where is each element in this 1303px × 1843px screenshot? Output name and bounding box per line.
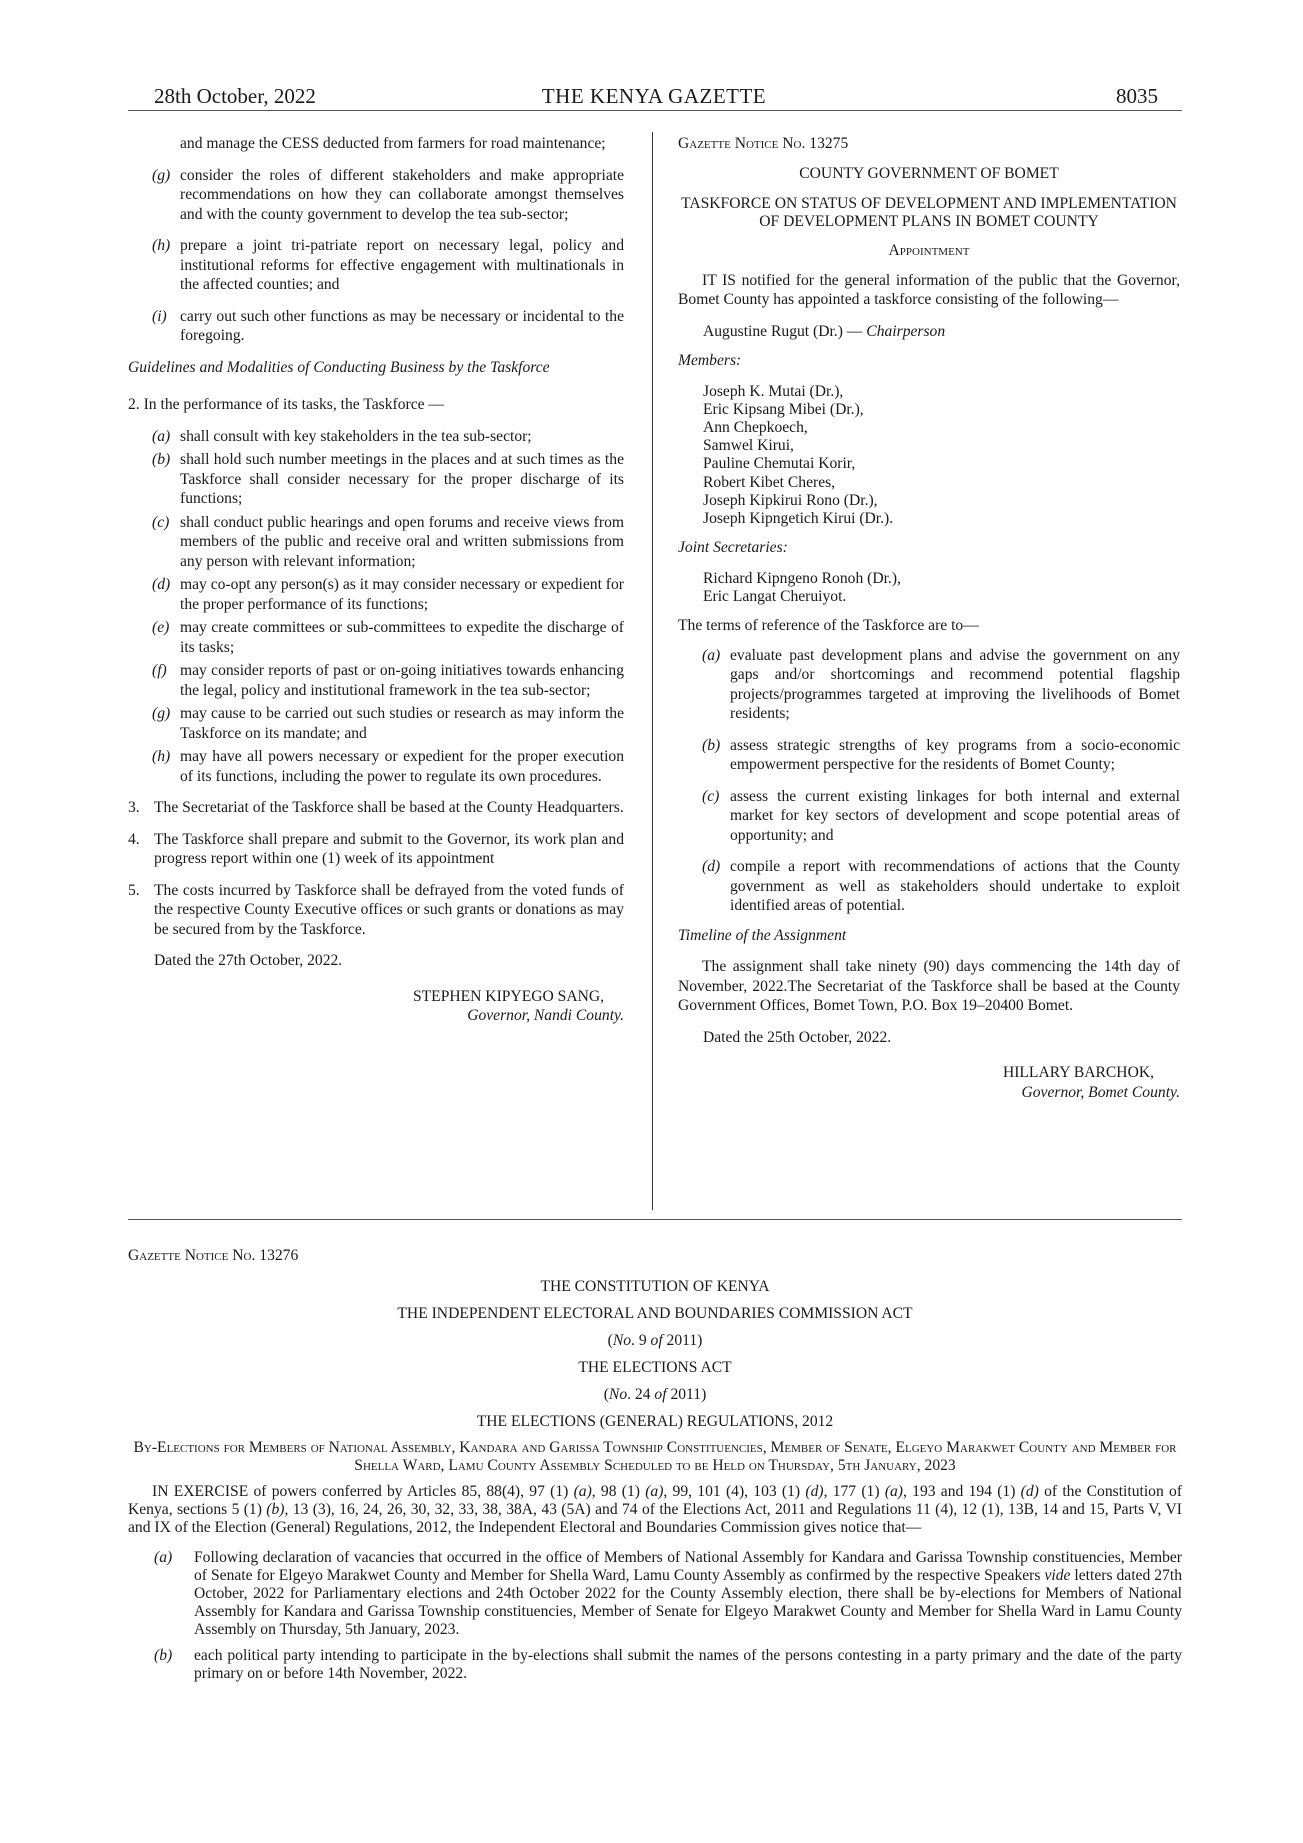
act-no-abbr: No xyxy=(608,1386,628,1403)
numbered-paragraph xyxy=(128,830,624,869)
intro-text: , 177 (1) xyxy=(823,1483,885,1500)
intro-text: , 13 (3), 16, 24, 26, 30, 32, 33, 38, 38A, 43 (5A) and 74 of the Elections Act, 2011 and Regulations 11 (4), 12 (1), 13B, 14 and 15, Parts V, VI and IX of the Election (General) Regulations, 2012, the Independent Electoral and Boundaries Commission gives notice that— xyxy=(128,1501,1182,1536)
secretaries-list xyxy=(678,570,1180,606)
item-text: carry out such other functions as may be necessary or incidental to the foregoing. xyxy=(180,307,624,344)
item-text: may create committees or sub-committees to expedite the discharge of its tasks; xyxy=(180,619,624,656)
act-no-year: 2011 xyxy=(666,1386,702,1403)
item-label: (a) xyxy=(702,646,721,664)
intro-text: of the Constitution of Kenya, sections 5 (1) xyxy=(128,1483,1183,1518)
item-text: compile a report with recommendations of actions that the County government as well as stakeholders should undertake to exploit identified areas of potential. xyxy=(730,858,1180,915)
item-label: (d) xyxy=(152,576,171,593)
notice-intro xyxy=(128,1483,1182,1537)
intro-paragraph: IT IS notified for the general information of the public that the Governor, Bomet County has appointed a taskforce consisting of the following— xyxy=(678,271,1180,308)
intro-ref: (d) xyxy=(805,1483,824,1500)
item-label: (g) xyxy=(152,166,171,184)
heading-iebc-act: THE INDEPENDENT ELECTORAL AND BOUNDARIES COMMISSION ACT xyxy=(397,1305,913,1322)
heading-elections-act-number: (No. 24 of 2011) xyxy=(603,1386,707,1403)
heading-appointment: Appointment xyxy=(888,242,970,259)
signatory-name: STEPHEN KIPYEGO SANG, xyxy=(412,987,604,1005)
item-label: (h) xyxy=(152,237,171,254)
paragraph-2-intro: 2. In the performance of its tasks, the Taskforce — xyxy=(128,396,445,413)
intro-ref: (b) xyxy=(266,1501,285,1518)
list-item xyxy=(128,450,624,509)
member-name: Joseph K. Mutai (Dr.), xyxy=(703,382,844,400)
intro-text: , 99, 101 (4), 103 (1) xyxy=(663,1483,806,1500)
running-header xyxy=(150,84,1158,112)
list-item xyxy=(678,736,1180,775)
paragraph-text: The costs incurred by Taskforce shall be defrayed from the voted funds of the respective County Executive offices or such grants or donations as may be secured from by the Taskforce. xyxy=(154,881,624,938)
act-no-of: of xyxy=(654,1386,667,1403)
item-text: assess the current existing linkages for both internal and external market for key sectors of development and scope potential areas of opportunity; and xyxy=(730,787,1180,844)
list-item xyxy=(128,236,624,295)
notice-number-value: 13275 xyxy=(809,135,849,152)
item-label: (b) xyxy=(154,1647,173,1664)
heading-county: COUNTY GOVERNMENT OF BOMET xyxy=(799,164,1059,182)
item-label: (b) xyxy=(702,736,721,754)
item-text-italic: vide xyxy=(1044,1567,1071,1584)
member-name: Joseph Kipkirui Rono (Dr.), xyxy=(703,491,878,509)
item-text: consider the roles of different stakeholders and make appropriate recommendations on how they can collaborate amongst themselves and with the county government to develop the tea sub-sector; xyxy=(180,166,624,223)
notice-13276 xyxy=(128,1246,1182,1683)
item-label: (d) xyxy=(702,858,721,876)
dated-line: Dated the 25th October, 2022. xyxy=(703,1028,892,1046)
dated-line: Dated the 27th October, 2022. xyxy=(154,952,343,969)
member-name: Joseph Kipngetich Kirui (Dr.). xyxy=(703,509,894,527)
paragraph-text: The Secretariat of the Taskforce shall be based at the County Headquarters. xyxy=(154,799,624,816)
act-no-year: 2011 xyxy=(662,1332,698,1349)
notice-prefix: Gazette Notice No. xyxy=(128,1247,256,1264)
list-item xyxy=(678,646,1180,724)
item-label: (c) xyxy=(702,787,720,805)
timeline-text: The assignment shall take ninety (90) days commencing the 14th day of November, 2022.The Secretariat of the Taskforce shall be based at the County Government Offices, Bomet Town, P.O. Box 19–20400 Bomet. xyxy=(678,958,1180,1015)
item-text: assess strategic strengths of key programs from a socio-economic empowerment perspective for the residents of Bomet County; xyxy=(730,736,1180,774)
heading-taskforce: TASKFORCE ON STATUS OF DEVELOPMENT AND IMPLEMENTATION OF DEVELOPMENT PLANS IN BOMET COUNTY xyxy=(681,195,1177,230)
list-item xyxy=(128,1647,1182,1683)
secretaries-label: Joint Secretaries: xyxy=(678,539,788,557)
right-column xyxy=(678,134,1180,1102)
list-item xyxy=(678,857,1180,916)
heading-regulations: THE ELECTIONS (GENERAL) REGULATIONS, 2012 xyxy=(476,1413,834,1430)
left-column xyxy=(128,134,624,1026)
members-list xyxy=(678,383,1180,529)
act-no-number: . 9 xyxy=(631,1332,651,1349)
item-text: each political party intending to participate in the by-elections shall submit the names of the persons contesting in a party primary and the date of the party primary on or before 14th November, 2022. xyxy=(194,1647,1182,1682)
paragraph-number: 5. xyxy=(128,881,140,899)
chair-name: Augustine Rugut (Dr.) — xyxy=(703,322,867,340)
list-item xyxy=(128,1549,1182,1639)
list-item xyxy=(128,661,624,700)
item-label: (i) xyxy=(152,307,167,325)
member-name: Eric Kipsang Mibei (Dr.), xyxy=(703,400,864,418)
terms-intro: The terms of reference of the Taskforce are to— xyxy=(678,617,979,635)
item-label: (c) xyxy=(152,513,170,531)
signatory-title: Governor, Nandi County. xyxy=(467,1007,624,1024)
act-no-number: . 24 xyxy=(627,1386,655,1403)
numbered-paragraph xyxy=(128,881,624,940)
item-text: Following declaration of vacancies that occurred in the office of Members of National Assembly for Kandara and Garissa Township constituencies, Member of Senate for Elgeyo Marakwet County and Member for Shella Ward, Lamu County Assembly as confirmed by the respective Speakers xyxy=(194,1549,1182,1584)
intro-ref: (a) xyxy=(573,1483,592,1500)
guidelines-heading: Guidelines and Modalities of Conducting Business by the Taskforce xyxy=(128,358,550,376)
item-text: shall consult with key stakeholders in the tea sub-sector; xyxy=(180,427,532,445)
notice-number xyxy=(678,134,1180,154)
list-item xyxy=(128,166,624,225)
item-label: (a) xyxy=(154,1549,173,1566)
members-label: Members: xyxy=(678,352,742,369)
act-no-abbr: No xyxy=(612,1332,632,1349)
heading-constitution: THE CONSTITUTION OF KENYA xyxy=(540,1278,770,1295)
heading-iebc-act-number: (No. 9 of 2011) xyxy=(607,1332,703,1349)
list-item xyxy=(128,618,624,657)
item-text: letters dated 27th October, 2022 for Parliamentary elections and 24th October 2022 for the County Assembly election, there shall be by-elections for Members of National Assembly for Kandara and Garissa Township constituencies, Member of Senate for Elgeyo Marakwet County and Member for Shella Ward in Lamu County Assembly on Thursday, 5th January, 2023. xyxy=(194,1567,1182,1638)
list-item xyxy=(128,513,624,572)
member-name: Samwel Kirui, xyxy=(703,437,794,455)
intro-text: IN EXERCISE of powers conferred by Articles 85, 88(4), 97 (1) xyxy=(152,1483,574,1500)
signatory-name: HILLARY BARCHOK, xyxy=(1002,1064,1154,1082)
intro-ref: (a) xyxy=(645,1483,664,1500)
intro-ref: (a) xyxy=(884,1483,903,1500)
list-item xyxy=(128,704,624,743)
intro-ref: (d) xyxy=(1020,1483,1039,1500)
header-rule xyxy=(128,110,1182,111)
member-name: Ann Chepkoech, xyxy=(703,418,808,436)
chairperson-line xyxy=(678,322,1180,342)
member-name: Pauline Chemutai Korir, xyxy=(703,455,856,473)
member-name: Robert Kibet Cheres, xyxy=(703,473,836,491)
notice-number-value: 13276 xyxy=(259,1247,299,1264)
paragraph-number: 3. xyxy=(128,799,140,816)
item-text: shall conduct public hearings and open forums and receive views from members of the public and receive oral and written submissions from any person with relevant information; xyxy=(180,513,624,570)
chair-role: Chairperson xyxy=(866,322,946,340)
item-text: may co-opt any person(s) as it may consider necessary or expedient for the proper performance of its functions; xyxy=(180,576,624,613)
paragraph-text: The Taskforce shall prepare and submit to the Governor, its work plan and progress report within one (1) week of its appointment xyxy=(154,830,624,867)
secretary-name: Eric Langat Cheruiyot. xyxy=(703,587,847,605)
item-label: (f) xyxy=(152,662,167,679)
list-item xyxy=(678,787,1180,846)
continued-text: and manage the CESS deducted from farmers for road maintenance; xyxy=(180,135,606,152)
item-text: may have all powers necessary or expedient for the proper execution of its functions, including the power to regulate its own procedures. xyxy=(180,748,624,785)
paragraph-number: 4. xyxy=(128,830,140,848)
item-label: (h) xyxy=(152,748,171,765)
column-divider xyxy=(652,132,653,1210)
item-text: may cause to be carried out such studies or research as may inform the Taskforce on its mandate; and xyxy=(180,705,624,742)
intro-text: , 98 (1) xyxy=(591,1483,646,1500)
numbered-paragraph xyxy=(128,798,624,818)
timeline-heading: Timeline of the Assignment xyxy=(678,926,847,944)
item-text: evaluate past development plans and advise the government on any gaps and/or shortcomings and recommend potential flagship projects/programmes targeted at improving the livelihoods of Bomet residents; xyxy=(730,646,1180,723)
header-title: THE KENYA GAZETTE xyxy=(541,84,767,108)
notice-number xyxy=(128,1246,1182,1265)
list-item xyxy=(128,427,624,447)
header-date: 28th October, 2022 xyxy=(154,84,316,108)
signatory-title: Governor, Bomet County. xyxy=(1021,1083,1180,1101)
list-item xyxy=(128,747,624,786)
secretary-name: Richard Kipngeno Ronoh (Dr.), xyxy=(703,569,901,587)
section-rule xyxy=(128,1219,1182,1220)
header-page-number: 8035 xyxy=(1116,84,1158,108)
item-text: shall hold such number meetings in the places and at such times as the Taskforce shall consider necessary for the proper discharge of its functions; xyxy=(180,451,624,507)
notice-prefix: Gazette Notice No. xyxy=(678,135,806,152)
intro-text: , 193 and 194 (1) xyxy=(903,1483,1021,1500)
item-text: prepare a joint tri-patriate report on necessary legal, policy and institutional reforms for effective engagement with multinationals in the affected counties; and xyxy=(180,237,624,293)
act-no-of: of xyxy=(650,1332,663,1349)
item-label: (a) xyxy=(152,427,171,445)
item-label: (b) xyxy=(152,451,171,468)
item-label: (e) xyxy=(152,619,170,636)
item-text: may consider reports of past or on-going initiatives towards enhancing the legal, policy and institutional framework in the tea sub-sector; xyxy=(180,662,624,699)
list-item xyxy=(128,575,624,614)
item-label: (g) xyxy=(152,705,171,722)
list-item xyxy=(128,307,624,346)
notice-subtitle: By-Elections for Members of National Assembly, Kandara and Garissa Township Constituencies, Member of Senate, Elgeyo Marakwet County and Member for Shella Ward, Lamu County Assembly Scheduled to be Held on Thursday, 5th January, 2023 xyxy=(133,1439,1177,1474)
heading-elections-act: THE ELECTIONS ACT xyxy=(578,1359,732,1376)
